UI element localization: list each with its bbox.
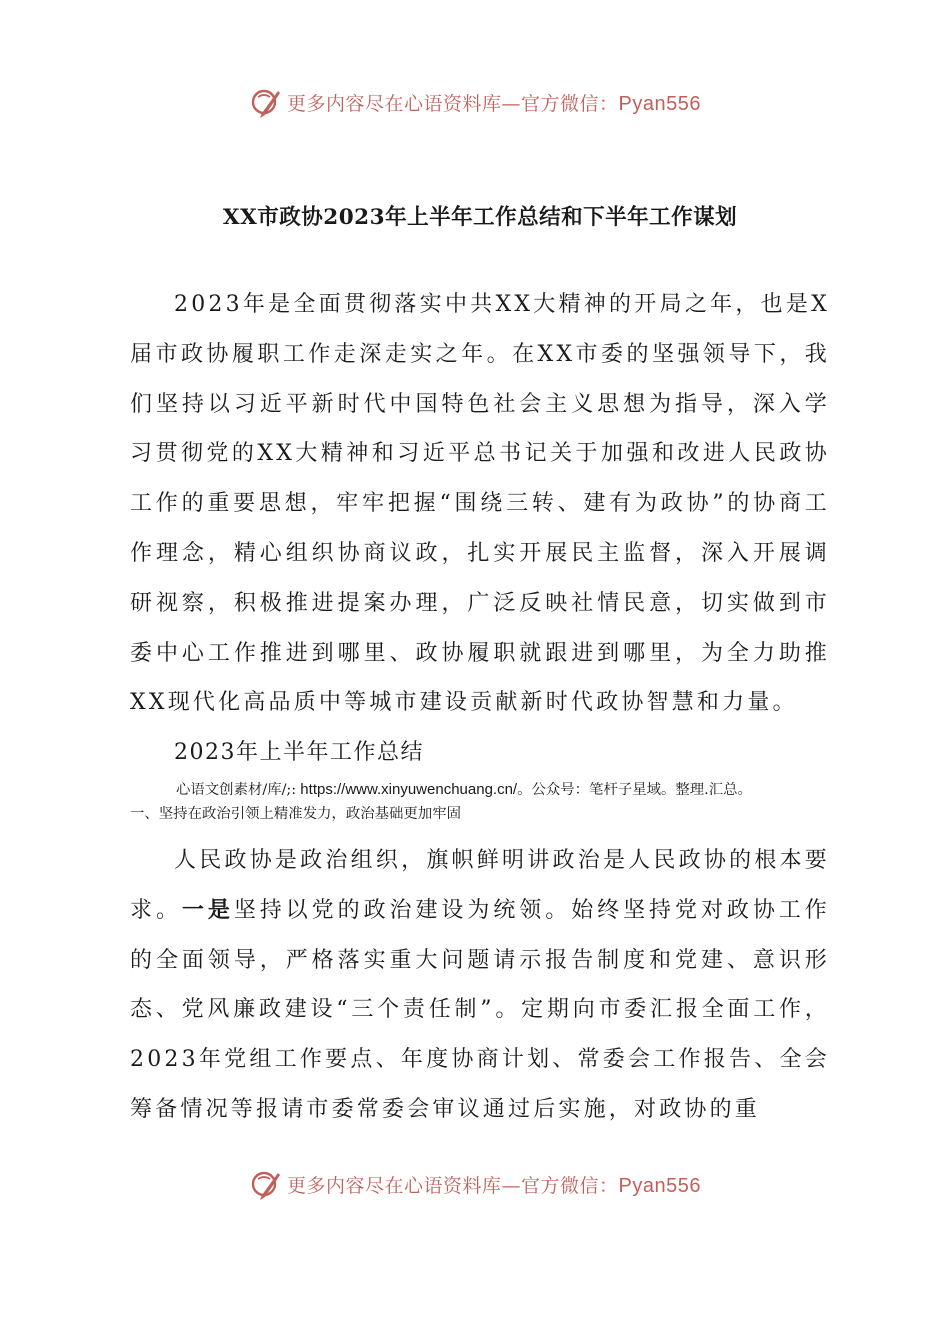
- wechat-id: Pyan556: [618, 1174, 701, 1197]
- banner-text: 更多内容尽在心语资料库—官方微信：Pyan556: [287, 92, 701, 115]
- bold-lead: 一是: [181, 896, 234, 923]
- header-banner: [0, 82, 950, 122]
- intro-paragraph: 2023年是全面贯彻落实中共XX大精神的开局之年，也是X届市政协履职工作走深走实之年。在XX市委的坚强领导下，我们坚持以习近平新时代中国特色社会主义思想为指导，深入学习贯彻党的XX大精神和习近平总书记关于加强和改进人民政协工作的重要思想，牢牢把握“围绕三转、建有为政协”的协商工作理念，精心组织协商议政，扎实开展民主监督，深入开展调研视察，积极推进提案办理，广泛反映社情民意，切实做到市委中心工作推进到哪里、政协履职就跟进到哪里，为全力助推XX现代化高品质中等城市建设贡献新时代政协智慧和力量。: [130, 292, 830, 716]
- subheading: 一、坚持在政治引领上精准发力，政治基础更加牢固: [130, 805, 461, 822]
- section-heading: 2023年上半年工作总结: [174, 740, 424, 766]
- footer-banner: [0, 1164, 950, 1204]
- source-note: 心语文创素材/库/;: https://www.xinyuwenchuang.cn/。公众号：笔杆子星域。整理.汇总。: [176, 780, 752, 798]
- pen-logo-icon: [249, 85, 283, 119]
- wechat-id: Pyan556: [618, 92, 701, 115]
- source-url: https://www.xinyuwenchuang.cn/: [296, 780, 518, 798]
- pen-logo-icon: [249, 1167, 283, 1201]
- document-body: [130, 200, 830, 1135]
- banner-text: 更多内容尽在心语资料库—官方微信：Pyan556: [287, 1174, 701, 1197]
- body-paragraph: 人民政协是政治组织，旗帜鲜明讲政治是人民政协的根本要求。一是坚持以党的政治建设为统领。始终坚持党对政协工作的全面领导，严格落实重大问题请示报告制度和党建、意识形态、党风廉政建设“三个责任制”。定期向市委汇报全面工作，2023年党组工作要点、年度协商计划、常委会工作报告、全会筹备情况等报请市委常委会审议通过后实施，对政协的重: [130, 847, 830, 1122]
- document-title: XX市政协2023年上半年工作总结和下半年工作谋划: [222, 205, 738, 230]
